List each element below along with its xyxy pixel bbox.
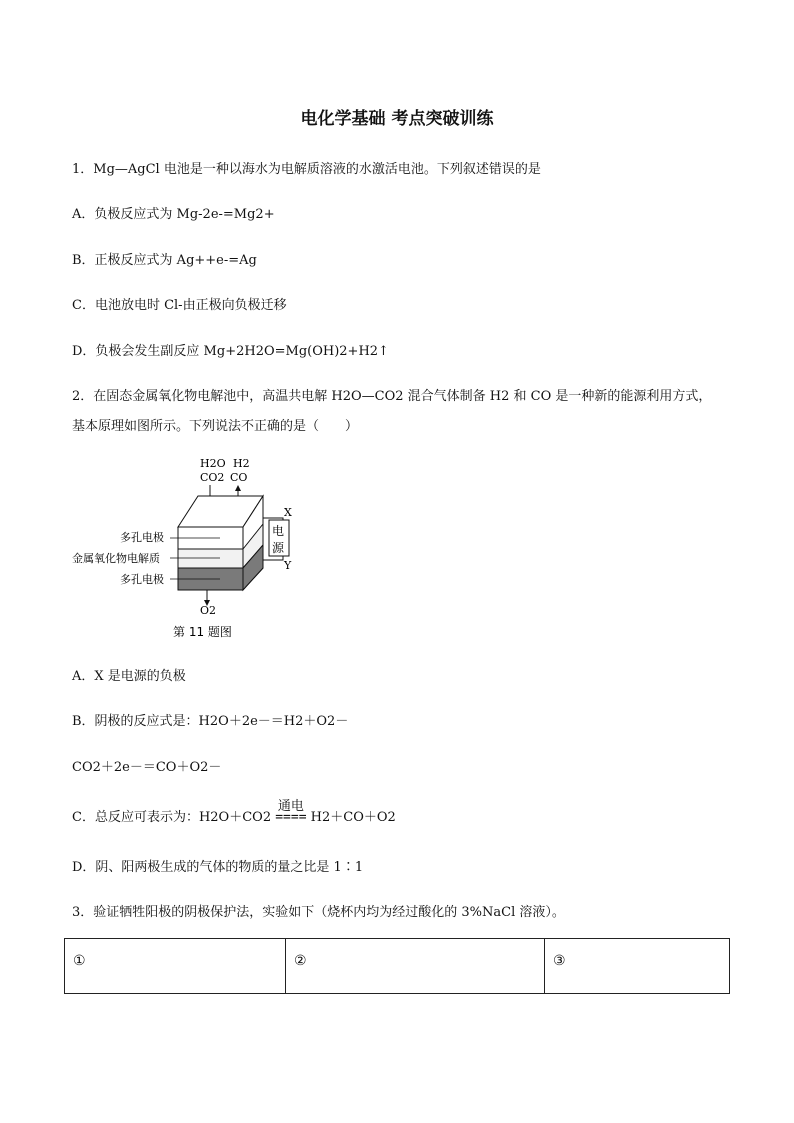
q1-stem: 1．Mg—AgCl 电池是一种以海水为电解质溶液的水激活电池。下列叙述错误的是 [72, 162, 541, 177]
q2-option-b-line2: CO2＋2e－＝CO＋O2－ [72, 760, 222, 775]
fig-label-upper: 多孔电极 [120, 531, 164, 544]
q2-option-c [72, 799, 396, 825]
fig-power-2: 源 [272, 541, 285, 555]
q1-option-b: B．正极反应式为 Ag++e-=Ag [72, 253, 257, 268]
q2-option-d: D．阴、阳两极生成的气体的物质的量之比是 1∶1 [72, 860, 364, 875]
electrolysis-cell-figure [70, 452, 310, 642]
experiment-table [64, 938, 730, 994]
q1-option-a: A．负极反应式为 Mg-2e-=Mg2+ [72, 207, 275, 222]
q2-option-c-post: H2＋CO＋O2 [306, 810, 396, 825]
fig-x-label: X [284, 506, 292, 519]
fig-y-label: Y [284, 559, 292, 572]
fig-bottom: O2 [200, 604, 217, 617]
reaction-condition [275, 799, 307, 825]
fig-top-right-1: H2 [233, 457, 250, 470]
equation-sign: ==== [275, 810, 307, 825]
q2-option-c-pre: C．总反应可表示为：H2O＋CO2 [72, 810, 276, 825]
fig-caption: 第 11 题图 [173, 625, 232, 639]
fig-label-middle: 金属氧化物电解质 [72, 552, 160, 565]
table-cell-2: ② [286, 939, 545, 994]
q2-option-b: B．阴极的反应式是：H2O＋2e－＝H2＋O2－ [72, 714, 349, 729]
table-cell-1: ① [65, 939, 286, 994]
fig-top-left-1: H2O [200, 457, 226, 470]
q2-stem-line2: 基本原理如图所示。下列说法不正确的是（ ） [72, 419, 359, 434]
q3-stem: 3．验证牺牲阳极的阴极保护法，实验如下（烧杯内均为经过酸化的 3%NaCl 溶液）。 [72, 905, 565, 920]
fig-top-left-2: CO2 [200, 471, 225, 484]
condition-label: 通电 [277, 799, 304, 814]
fig-power-1: 电 [272, 524, 285, 538]
fig-top-right-2: CO [230, 471, 248, 484]
q1-option-c: C．电池放电时 Cl-由正极向负极迁移 [72, 298, 287, 313]
q2-option-a: A．X 是电源的负极 [72, 669, 186, 684]
q2-stem-line1: 2．在固态金属氧化物电解池中，高温共电解 H2O—CO2 混合气体制备 H2 和 CO 是一种新的能源利用方式， [72, 389, 712, 404]
fig-label-lower: 多孔电极 [120, 573, 164, 586]
q1-option-d: D．负极会发生副反应 Mg+2H2O=Mg(OH)2+H2↑ [72, 344, 389, 359]
table-row [65, 939, 730, 994]
table-cell-3: ③ [545, 939, 730, 994]
page-title: 电化学基础 考点突破训练 [300, 109, 494, 129]
